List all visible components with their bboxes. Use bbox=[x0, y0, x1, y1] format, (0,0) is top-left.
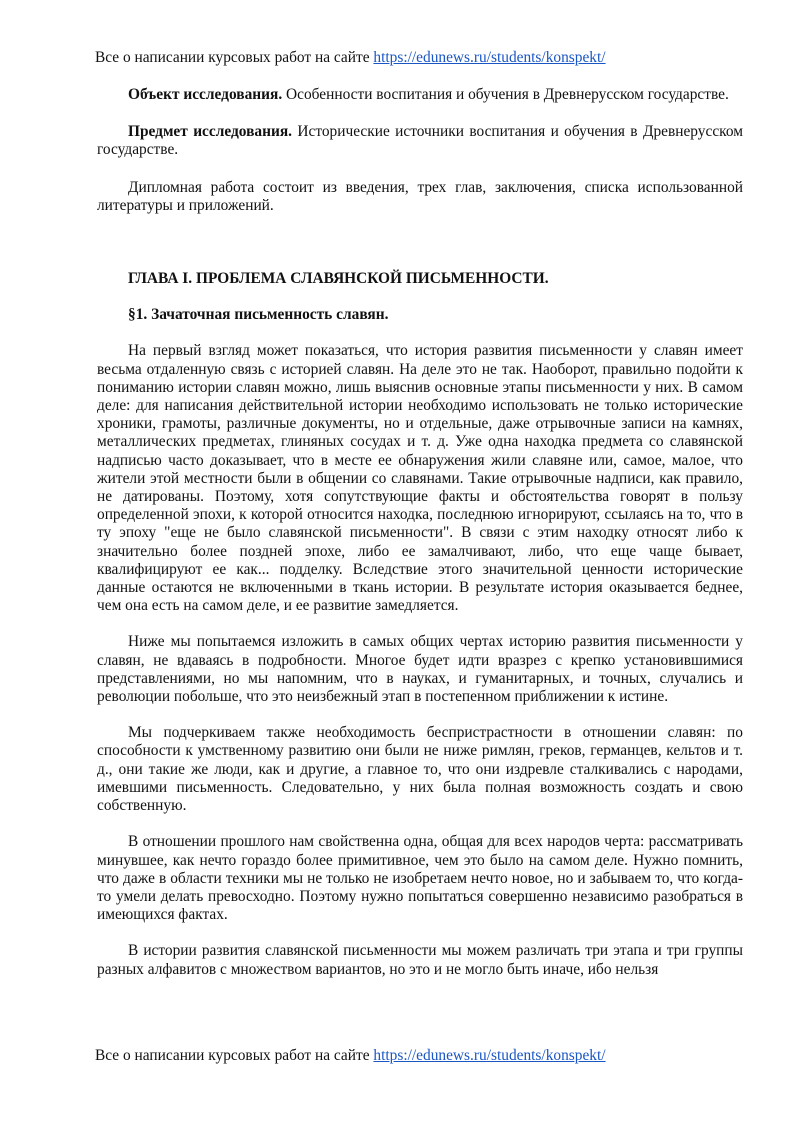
footer-text: Все о написании курсовых работ на сайте bbox=[95, 1047, 374, 1064]
body-paragraph: В отношении прошлого нам свойственна одна, общая для всех народов черта: рассматривать минувшее, как нечто гораздо более примитивное, чем это было на самом деле. Нужно помнить, что даже в области техники мы не только не изобретаем нечто новое, но и забываем то, что когда-то умели делать превосходно. Поэтому нужно попытаться совершенно независимо разобраться в имеющихся фактах. bbox=[97, 833, 743, 924]
research-object-paragraph bbox=[97, 86, 743, 104]
research-object-label: Объект исследования. bbox=[128, 86, 283, 103]
document-body bbox=[97, 86, 743, 979]
page-header bbox=[95, 49, 735, 67]
research-subject-text: Исторические источники воспитания и обучения в Древнерусском государстве. bbox=[97, 123, 743, 159]
research-object-text: Особенности воспитания и обучения в Древнерусском государстве. bbox=[282, 86, 729, 103]
research-subject-paragraph bbox=[97, 123, 743, 159]
header-link[interactable]: https://edunews.ru/students/konspekt/ bbox=[373, 49, 606, 66]
research-subject-label: Предмет исследования. bbox=[128, 123, 292, 141]
body-paragraph: Ниже мы попытаемся изложить в самых общих чертах историю развития письменности у славян, не вдаваясь в подробности. Многое будет идти вразрез с крепко установившимися представлениями, но мы напомним, что в науках, и гуманитарных, и точных, случались и революции побольше, что это неизбежный этап в постепенном приближении к истине. bbox=[97, 633, 743, 706]
footer-link[interactable]: https://edunews.ru/students/konspekt/ bbox=[373, 1047, 606, 1064]
header-text: Все о написании курсовых работ на сайте bbox=[95, 49, 374, 66]
structure-paragraph: Дипломная работа состоит из введения, трех глав, заключения, списка использованной литературы и приложений. bbox=[97, 178, 743, 214]
body-paragraph: В истории развития славянской письменности мы можем различать три этапа и три группы разных алфавитов с множеством вариантов, но это и не могло быть иначе, ибо нельзя bbox=[97, 942, 743, 978]
body-paragraph: Мы подчеркиваем также необходимость беспристрастности в отношении славян: по способности к умственному развитию они были не ниже римлян, греков, германцев, кельтов и т. д., они такие же люди, как и другие, а главное то, что они издревле сталкивались с народами, имевшими письменность. Следовательно, у них была полная возможность создать и свою собственную. bbox=[97, 724, 743, 815]
body-paragraph: На первый взгляд может показаться, что история развития письменности у славян имеет весьма отдаленную связь с историей славян. На деле это не так. Наоборот, правильно подойти к пониманию истории славян можно, лишь выяснив основные этапы письменности у них. В самом деле: для написания действительной истории необходимо использовать не только исторические хроники, грамоты, различные документы, но и отдельные, даже отрывочные записи на камнях, металлических предметах, глиняных сосудах и т. д. Уже одна находка предмета со славянской надписью часто доказывает, что в месте ее обнаружения жили славяне или, самое, малое, что жители этой местности были в общении со славянами. Такие отрывочные надписи, как правило, не датированы. Поэтому, хотя сопутствующие факты и обстоятельства говорят в пользу определенной эпохи, к которой относится находка, последнюю игнорируют, ссылаясь на то, что в ту эпоху "еще не было славянской письменности". В связи с этим находку относят либо к значительно более поздней эпохе, либо ее замалчивают, либо, что еще чаще бывает, квалифицируют ее как... подделку. Вследствие этого значительной ценности исторические данные остаются не включенными в ткань истории. В результате история оказывается беднее, чем она есть на самом деле, и ее развитие замедляется. bbox=[97, 342, 743, 615]
page-footer bbox=[95, 1047, 735, 1065]
section-title: §1. Зачаточная письменность славян. bbox=[128, 306, 389, 324]
chapter-title: ГЛАВА I. ПРОБЛЕМА СЛАВЯНСКОЙ ПИСЬМЕННОСТИ. bbox=[128, 270, 549, 288]
